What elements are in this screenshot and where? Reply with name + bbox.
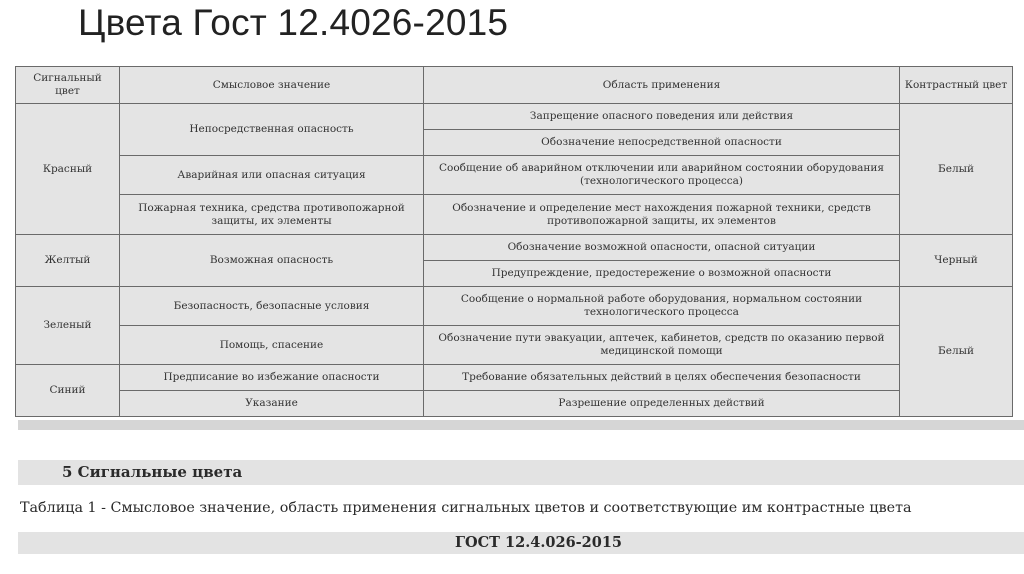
- table-row: [16, 365, 1013, 391]
- table-row: [16, 391, 1013, 417]
- slide-title: Цвета Гост 12.4026-2015: [78, 2, 509, 43]
- header-application: Область применения: [424, 67, 900, 104]
- cell-color-yellow: Желтый: [16, 235, 120, 287]
- cell-meaning: Предписание во избежание опасности: [120, 365, 424, 391]
- header-signal-color: Сигнальный цвет: [16, 67, 120, 104]
- cell-application: Требование обязательных действий в целях обеспечения безопасности: [424, 365, 900, 391]
- cell-color-green: Зеленый: [16, 287, 120, 365]
- cell-meaning: Аварийная или опасная ситуация: [120, 156, 424, 195]
- cell-meaning: Пожарная техника, средства противопожарной защиты, их элементы: [120, 195, 424, 235]
- cell-application: Предупреждение, предостережение о возможной опасности: [424, 261, 900, 287]
- section-title: 5 Сигнальные цвета: [62, 463, 243, 481]
- table-row: [16, 326, 1013, 365]
- cell-meaning: Непосредственная опасность: [120, 104, 424, 156]
- cell-meaning: Безопасность, безопасные условия: [120, 287, 424, 326]
- table-row: [16, 195, 1013, 235]
- table-row: [16, 104, 1013, 130]
- cell-application: Обозначение непосредственной опасности: [424, 130, 900, 156]
- cell-meaning: Возможная опасность: [120, 235, 424, 287]
- cell-meaning: Указание: [120, 391, 424, 417]
- cell-application: Сообщение о нормальной работе оборудования, нормальном состоянии технологического процесса: [424, 287, 900, 326]
- signal-colors-table: [15, 66, 1013, 417]
- table-row: [16, 287, 1013, 326]
- cell-application: Обозначение возможной опасности, опасной ситуации: [424, 235, 900, 261]
- cell-application: Обозначение пути эвакуации, аптечек, кабинетов, средств по оказанию первой медицинской помощи: [424, 326, 900, 365]
- scan-band: [18, 420, 1024, 430]
- table-header-row: [16, 67, 1013, 104]
- cell-color-red: Красный: [16, 104, 120, 235]
- header-contrast-color: Контрастный цвет: [900, 67, 1013, 104]
- cell-color-blue: Синий: [16, 365, 120, 417]
- cell-application: Запрещение опасного поведения или действия: [424, 104, 900, 130]
- cell-contrast-yellow: Черный: [900, 235, 1013, 287]
- cell-meaning: Помощь, спасение: [120, 326, 424, 365]
- table-row: [16, 235, 1013, 261]
- header-meaning: Смысловое значение: [120, 67, 424, 104]
- table-row: [16, 156, 1013, 195]
- cell-application: Обозначение и определение мест нахождения пожарной техники, средств противопожарной защиты, их элементов: [424, 195, 900, 235]
- cell-contrast-green-blue: Белый: [900, 287, 1013, 417]
- table-caption: Таблица 1 - Смысловое значение, область применения сигнальных цветов и соответствующие им контрастные цвета: [20, 500, 912, 516]
- cell-application: Сообщение об аварийном отключении или аварийном состоянии оборудования (технологического процесса): [424, 156, 900, 195]
- standard-code: ГОСТ 12.4.026-2015: [455, 534, 623, 551]
- cell-application: Разрешение определенных действий: [424, 391, 900, 417]
- cell-contrast-red: Белый: [900, 104, 1013, 235]
